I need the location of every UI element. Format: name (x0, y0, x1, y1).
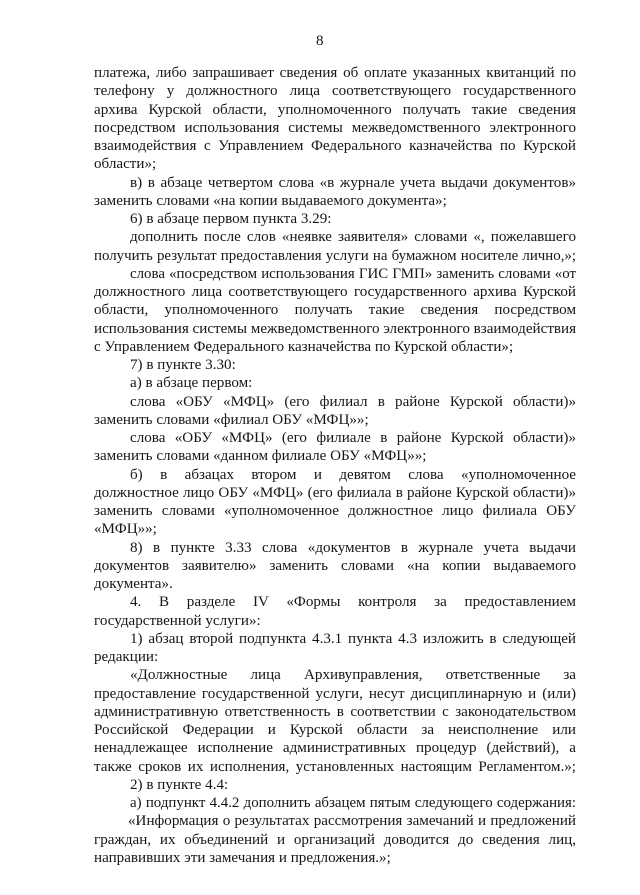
text-line: направивших эти замечания и предложения.»; (94, 849, 391, 866)
text-line: также сроков их исполнения, установленных настоящим Регламентом.»; (94, 758, 576, 775)
text-line: предоставление государственной услуги, несут дисциплинарную и (или) (94, 685, 576, 702)
text-line: области»; (94, 156, 157, 173)
text-line: «Информация о результатах рассмотрения замечаний и предложений (128, 813, 576, 830)
text-line: граждан, их объединений и организаций доводится до сведения лиц, (94, 831, 576, 848)
text-line: а) подпункт 4.4.2 дополнить абзацем пятым следующего содержания: (130, 795, 576, 811)
text-line: «МФЦ»»; (94, 521, 157, 538)
text-line: слова «посредством использования ГИС ГМП» заменить словами «от (130, 265, 576, 282)
page-number: 8 (316, 33, 324, 49)
document-body (94, 64, 576, 867)
text-line: слова «ОБУ «МФЦ» (его филиал в районе Курской области)» (130, 393, 576, 410)
text-line: 4. В разделе IV «Формы контроля за предоставлением (130, 594, 576, 611)
text-line: документов заявителю» заменить словами «на копии выдаваемого (94, 557, 576, 574)
text-line: области, уполномоченного получать такие сведения посредством (94, 302, 576, 319)
text-line: 8) в пункте 3.33 слова «документов в журнале учета выдачи (130, 539, 576, 556)
text-line: телефону у должностного лица соответствующего государственного (94, 83, 576, 100)
text-line: заменить словами «данном филиале ОБУ «МФЦ»»; (94, 448, 427, 465)
text-line: платежа, либо запрашивает сведения об оплате указанных квитанций по (94, 65, 576, 81)
text-line: заменить словами «уполномоченное должностное лицо филиала ОБУ (94, 503, 576, 519)
text-line: в) в абзаце четвертом слова «в журнале учета выдачи документов» (130, 174, 576, 191)
text-line: документа». (94, 576, 173, 592)
text-line: административную ответственность в соответствии с законодательством (94, 703, 576, 720)
text-line: государственной услуги»: (94, 612, 261, 629)
text-line: с Управлением Федерального казначейства по Курской области»; (94, 338, 514, 355)
text-line: Российской Федерации и Курской области за неисполнение или (94, 722, 576, 738)
text-line: использования системы межведомственного электронного взаимодействия (94, 320, 577, 337)
text-line: дополнить после слов «неявке заявителя» словами «, пожелавшего (130, 229, 576, 246)
text-line: 6) в абзаце первом пункта 3.29: (130, 211, 332, 227)
text-line: ненадлежащее исполнение административных процедур (действий), а (94, 740, 576, 757)
text-line: слова «ОБУ «МФЦ» (его филиале в районе Курской области)» (130, 430, 576, 446)
text-line: а) в абзаце первом: (130, 375, 253, 392)
text-line: 2) в пункте 4.4: (130, 776, 229, 793)
text-line: архива Курской области, уполномоченного получать такие сведения (94, 101, 576, 118)
text-line: посредством использования системы межведомственного электронного (94, 119, 576, 136)
text-line: должностного лица соответствующего государственного архива Курской (94, 284, 576, 300)
text-line: 7) в пункте 3.30: (130, 357, 236, 373)
text-line: должностное лицо ОБУ «МФЦ» (его филиала в районе Курской области)» (94, 484, 576, 501)
text-line: взаимодействия с Управлением Федерального казначейства по Курской (94, 138, 576, 154)
text-line: б) в абзацах втором и девятом слова «уполномоченное (130, 466, 576, 483)
text-line: 1) абзац второй подпункта 4.3.1 пункта 4.3 изложить в следующей (130, 630, 576, 647)
text-line: заменить словами «филиал ОБУ «МФЦ»»; (94, 411, 369, 428)
text-line: получить результат предоставления услуги на бумажном носителе лично,»; (94, 247, 576, 264)
text-line: «Должностные лица Архивуправления, ответственные за (130, 667, 576, 684)
text-line: заменить словами «на копии выдаваемого документа»; (94, 192, 447, 209)
text-line: редакции: (94, 649, 159, 665)
